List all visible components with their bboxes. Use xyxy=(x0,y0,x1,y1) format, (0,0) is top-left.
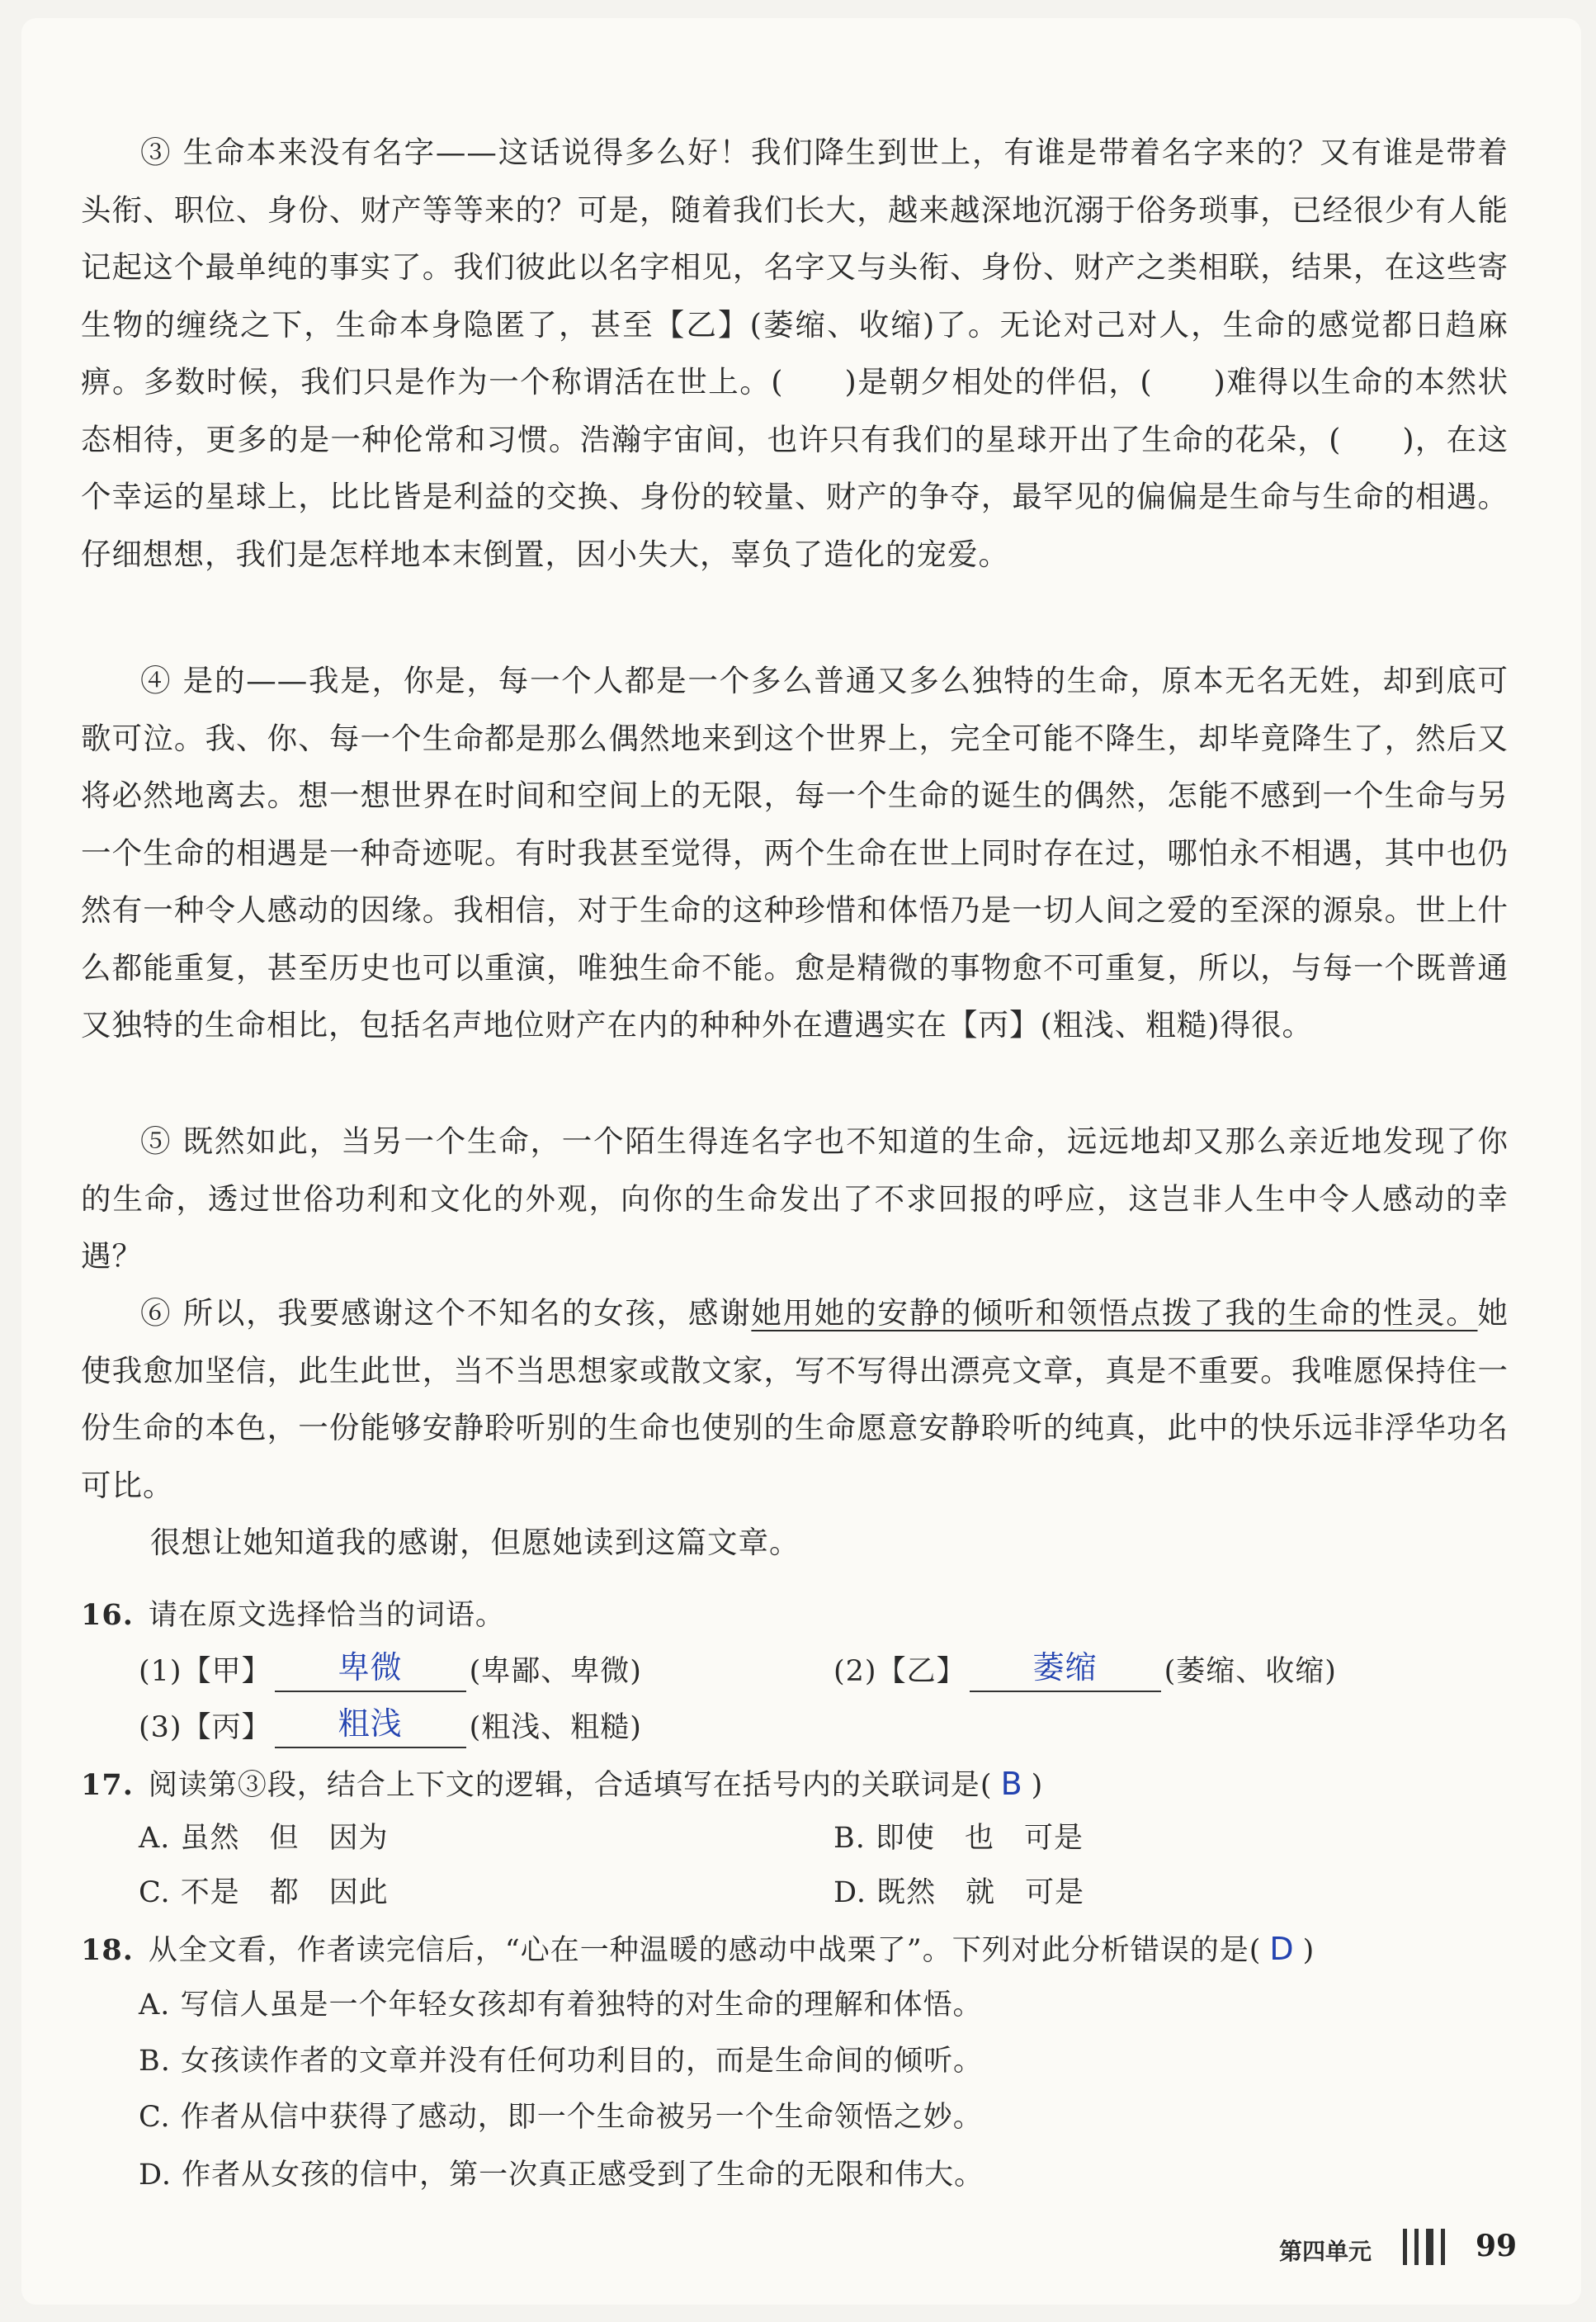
closing-line: 很想让她知道我的感谢，但愿她读到这篇文章。 xyxy=(150,1525,800,1560)
paragraph-6-part-2: 她使我愈加坚信，此生此世，当不当思想家或散文家，写不写得出漂亮文章，真是不重要。我唯愿保持住一份生命的本色，一份能够安静聆听别的生命也使别的生命愿意安静聆听的纯真，此中的快乐远非浮华功名可比。 xyxy=(81,1295,1509,1503)
paragraph-3-part-3: )难得以生命的本然状态相待，更多的是一种伦常和习惯。浩瀚宇宙间，也许只有我们的星球开出了生命的花朵，( xyxy=(81,364,1509,457)
question-16-number: 16. xyxy=(81,1598,134,1632)
q16-item-3-label: (3)【丙】 xyxy=(139,1711,272,1744)
q17-option-b[interactable]: B. 即使 也 可是 xyxy=(833,1822,1084,1855)
q17-option-c[interactable]: C. 不是 都 因此 xyxy=(139,1876,389,1909)
q16-item-1-handwritten-answer: 卑微 xyxy=(338,1649,403,1686)
paragraph-4: ④ 是的——我是，你是，每一个人都是一个多么普通又多么独特的生命，原本无名无姓，却到底可歌可泣。我、你、每一个生命都是那么偶然地来到这个世界上，完全可能不降生，却毕竟降生了，然后又将必然地离去。想一想世界在时间和空间上的无限，每一个生命的诞生的偶然，怎能不感到一个生命与另一个生命的相遇是一种奇迹呢。有时我甚至觉得，两个生命在世上同时存在过，哪怕永不相遇，其中也仍然有一种令人感动的因缘。我相信，对于生命的这种珍惜和体悟乃是一切人间之爱的至深的源泉。世上什么都能重复，甚至历史也可以重演，唯独生命不能。愈是精微的事物愈不可重复，所以，与每一个既普通又独特的生命相比，包括名声地位财产在内的种种外在遭遇实在【丙】(粗浅、粗糙)得很。 xyxy=(81,663,1509,1043)
q18-option-b[interactable]: B. 女孩读作者的文章并没有任何功利目的，而是生命间的倾听。 xyxy=(139,2045,983,2078)
q16-item-2-options: (萎缩、收缩) xyxy=(1164,1655,1337,1688)
question-17-stem: 阅读第③段，结合上下文的逻辑，合适填写在括号内的关联词是( xyxy=(148,1769,993,1802)
paragraph-5: ⑤ 既然如此，当另一个生命，一个陌生得连名字也不知道的生命，远远地却又那么亲近地发现了你的生命，透过世俗功利和文化的外观，向你的生命发出了不求回报的呼应，这岂非人生中令人感动的幸遇？ xyxy=(81,1123,1509,1274)
q16-item-1-options: (卑鄙、卑微) xyxy=(469,1655,642,1688)
q16-item-1 xyxy=(139,1651,642,1692)
paragraph-6-part-1: ⑥ 所以，我要感谢这个不知名的女孩，感谢 xyxy=(140,1295,752,1331)
question-18-handwritten-answer[interactable]: D xyxy=(1269,1931,1295,1967)
question-17-handwritten-answer[interactable]: B xyxy=(1000,1766,1023,1802)
unit-label: 第四单元 xyxy=(1279,2238,1372,2265)
q16-item-3 xyxy=(139,1707,642,1748)
q16-item-3-options: (粗浅、粗糙) xyxy=(469,1711,642,1744)
q16-item-1-label: (1)【甲】 xyxy=(139,1655,272,1688)
q16-item-1-blank[interactable] xyxy=(275,1649,466,1692)
q16-item-2-blank[interactable] xyxy=(970,1649,1161,1692)
question-17 xyxy=(81,1763,1533,1806)
paragraph-3-part-1: ③ 生命本来没有名字——这话说得多么好！我们降生到世上，有谁是带着名字来的？又有谁是带着头衔、职位、身份、财产等等来的？可是，随着我们长大，越来越深地沉溺于俗务琐事，已经很少有人能记起这个最单纯的事实了。我们彼此以名字相见，名字又与头衔、身份、财产之类相联，结果，在这些寄生物的缠绕之下，生命本身隐匿了，甚至【乙】(萎缩、收缩)了。无论对己对人，生命的感觉都日趋麻痹。多数时候，我们只是作为一个称谓活在世上。( xyxy=(81,135,1509,400)
question-18-stem: 从全文看，作者读完信后，“心在一种温暖的感动中战栗了”。下列对此分析错误的是( xyxy=(148,1934,1262,1967)
paragraph-6-underlined-sentence: 她用她的安静的倾听和领悟点拨了我的生命的性灵。 xyxy=(751,1295,1478,1331)
question-18-number: 18. xyxy=(81,1933,134,1967)
paragraph-3-part-2: )是朝夕相处的伴侣，( xyxy=(844,364,1153,400)
q17-option-a[interactable]: A. 虽然 但 因为 xyxy=(139,1822,389,1855)
paragraph-3-part-4: )，在这个幸运的星球上，比比皆是利益的交换、身份的较量、财产的争夺，最罕见的偏偏是生命与生命的相遇。仔细想想，我们是怎样地本末倒置，因小失大，辜负了造化的宠爱。 xyxy=(81,421,1509,572)
q18-option-a[interactable]: A. 写信人虽是一个年轻女孩却有着独特的对生命的理解和体悟。 xyxy=(139,1989,983,2022)
paragraph-6 xyxy=(81,1284,1509,1514)
question-17-number: 17. xyxy=(81,1768,134,1802)
q16-item-2 xyxy=(833,1651,1337,1692)
q18-option-d[interactable]: D. 作者从女孩的信中，第一次真正感受到了生命的无限和伟大。 xyxy=(139,2159,985,2192)
q16-item-2-label: (2)【乙】 xyxy=(833,1655,966,1688)
question-18-close-paren: ) xyxy=(1302,1934,1315,1967)
question-17-close-paren: ) xyxy=(1031,1769,1044,1802)
q16-item-2-handwritten-answer: 萎缩 xyxy=(1032,1649,1098,1686)
question-18 xyxy=(81,1928,1533,1971)
q18-option-c[interactable]: C. 作者从信中获得了感动，即一个生命被另一个生命领悟之妙。 xyxy=(139,2101,983,2134)
page-number: 99 xyxy=(1476,2229,1518,2263)
question-16-stem: 请在原文选择恰当的词语。 xyxy=(148,1599,505,1632)
paragraph-3 xyxy=(81,124,1509,583)
q16-item-3-handwritten-answer: 粗浅 xyxy=(338,1705,403,1742)
q16-item-3-blank[interactable] xyxy=(275,1705,466,1748)
question-16 xyxy=(81,1595,1533,1636)
footer-bars-decoration xyxy=(1403,2229,1452,2265)
q17-option-d[interactable]: D. 既然 就 可是 xyxy=(833,1876,1085,1909)
